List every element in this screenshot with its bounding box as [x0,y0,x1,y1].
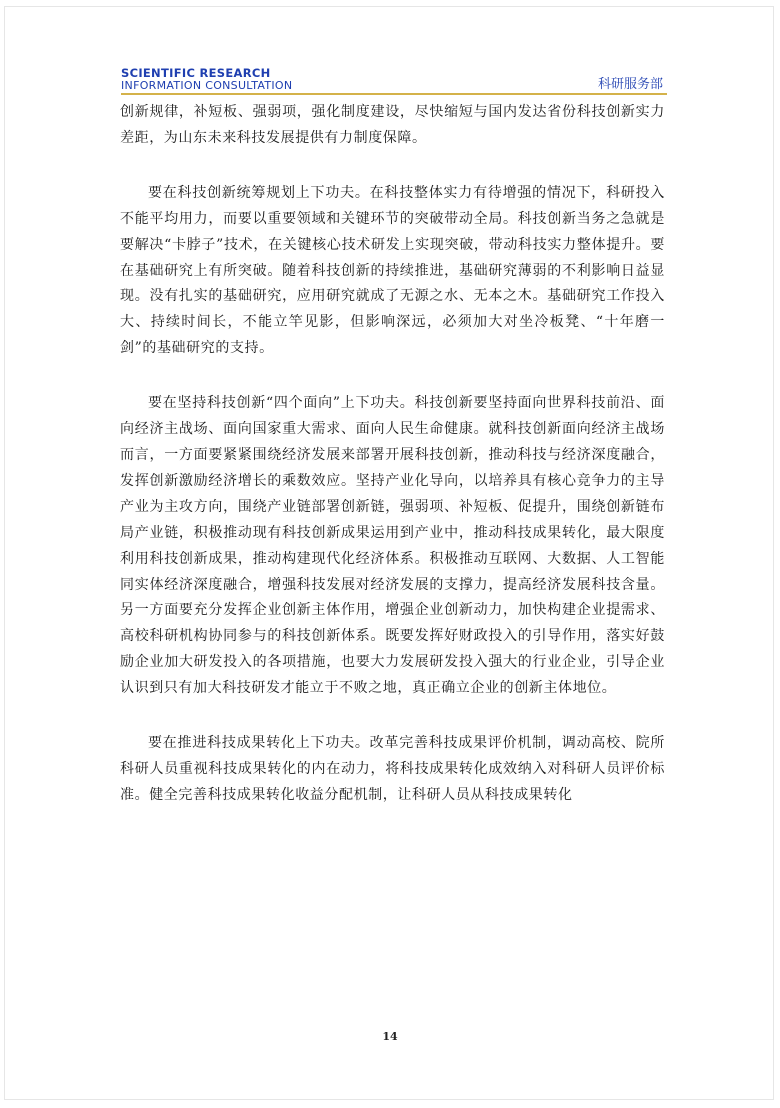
brand-title-line1: SCIENTIFIC RESEARCH [121,66,271,80]
paragraph-planning: 要在科技创新统筹规划上下功夫。在科技整体实力有待增强的情况下，科研投入不能平均用力，而要以重要领域和关键环节的突破带动全局。科技创新当务之急就是要解决“卡脖子”技术，在关键核心技术研发上实现突破，带动科技实力整体提升。要在基础研究上有所突破。随着科技创新的持续推进，基础研究薄弱的不利影响日益显现。没有扎实的基础研究，应用研究就成了无源之水、无本之木。基础研究工作投入大、持续时间长，不能立竿见影，但影响深远，必须加大对坐冷板凳、“十年磨一剑”的基础研究的支持。 [120,184,665,357]
header-divider [121,93,667,95]
brand-title-line2: INFORMATION CONSULTATION [121,79,293,92]
document-body [120,100,665,838]
paragraph-continued: 创新规律，补短板、强弱项，强化制度建设，尽快缩短与国内发达省份科技创新实力差距，为山东未来科技发展提供有力制度保障。 [120,104,665,146]
page-header [121,66,667,94]
paragraph-achievement-transfer: 要在推进科技成果转化上下功夫。改革完善科技成果评价机制，调动高校、院所科研人员重视科技成果转化的内在动力，将科技成果转化成效纳入对科研人员评价标准。健全完善科技成果转化收益分配机制，让科研人员从科技成果转化 [120,735,665,803]
paragraph-four-orientations: 要在坚持科技创新“四个面向”上下功夫。科技创新要坚持面向世界科技前沿、面向经济主战场、面向国家重大需求、面向人民生命健康。就科技创新面向经济主战场而言，一方面要紧紧围绕经济发展来部署开展科技创新，推动科技与经济深度融合，发挥创新激励经济增长的乘数效应。坚持产业化导向，以培养具有核心竞争力的主导产业为主攻方向，围绕产业链部署创新链，强弱项、补短板、促提升，围绕创新链布局产业链，积极推动现有科技创新成果运用到产业中，推动科技成果转化，最大限度利用科技创新成果，推动构建现代化经济体系。积极推动互联网、大数据、人工智能同实体经济深度融合，增强科技发展对经济发展的支撑力，提高经济发展科技含量。另一方面要充分发挥企业创新主体作用，增强企业创新动力，加快构建企业提需求、高校科研机构协同参与的科技创新体系。既要发挥好财政投入的引导作用，落实好鼓励企业加大研发投入的各项措施，也要大力发展研发投入强大的行业企业，引导企业认识到只有加大科技研发才能立于不败之地，真正确立企业的创新主体地位。 [120,395,665,697]
department-label: 科研服务部 [597,77,663,92]
page-number: 14 [382,1030,398,1043]
